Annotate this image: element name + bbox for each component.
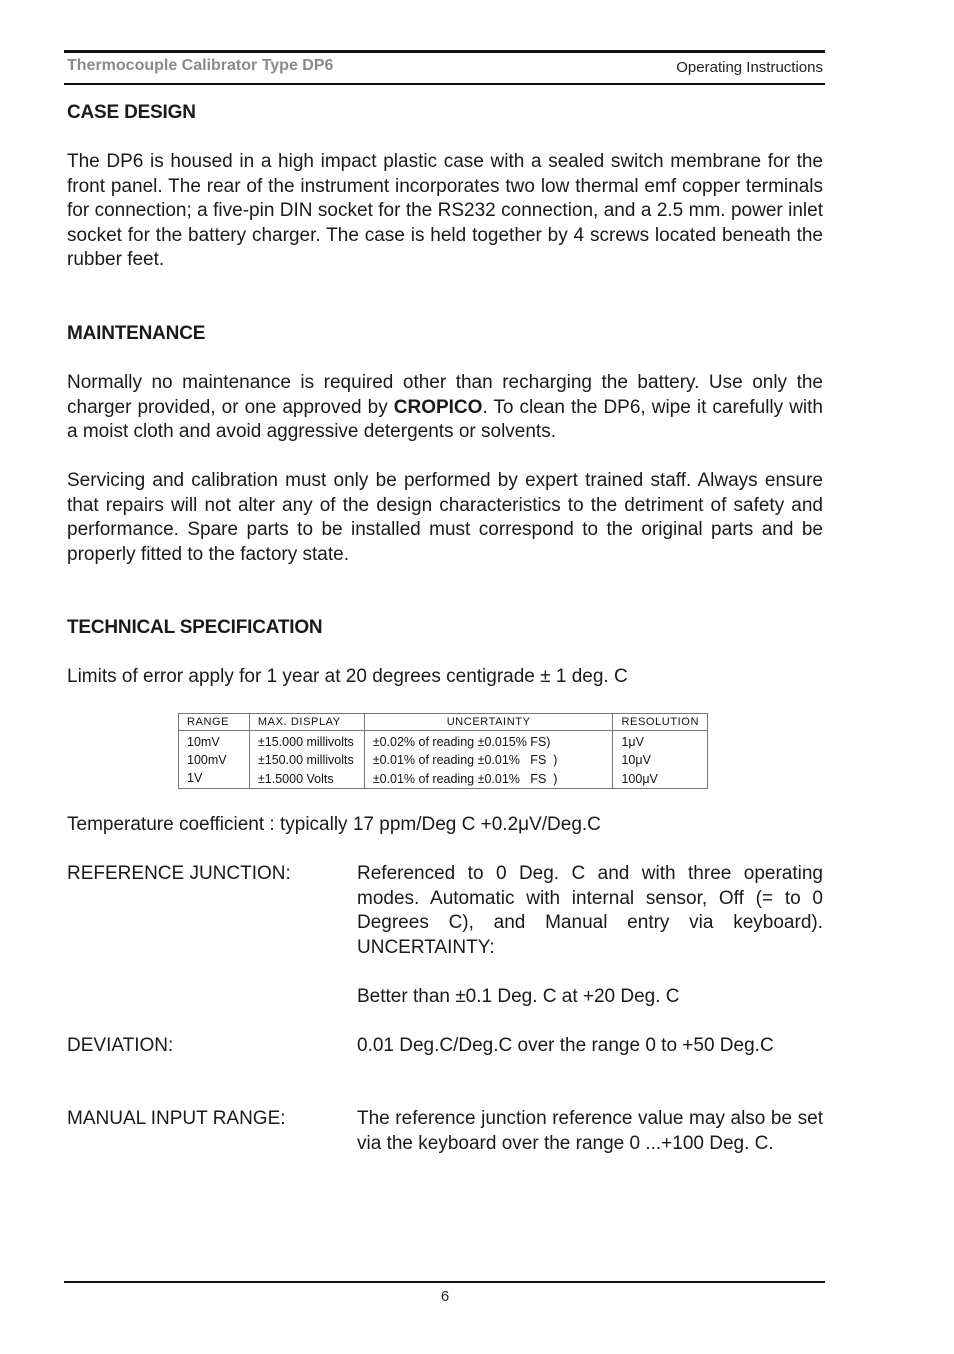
footer-rule <box>64 1281 825 1283</box>
col-header-range: RANGE <box>179 714 250 731</box>
manual-input-range-description: The reference junction reference value may also be set via the keyboard over the range 0 ...+100 Deg. C. <box>357 1108 823 1154</box>
limits-of-error-text: Limits of error apply for 1 year at 20 degrees centigrade ± 1 deg. C <box>67 666 628 687</box>
table-cell: 100mV <box>179 751 250 769</box>
document-section-label: Operating Instructions <box>676 59 823 76</box>
table-cell: ±1.5000 Volts <box>249 769 364 789</box>
header-bottom-rule <box>64 83 825 85</box>
table-cell: ±0.01% of reading ±0.01% FS ) <box>364 751 613 769</box>
document-title: Thermocouple Calibrator Type DP6 <box>67 57 334 74</box>
table-cell: ±15.000 millivolts <box>249 731 364 752</box>
maintenance-text-before: Normally no maintenance is required other than recharging the battery. Use only the charger provided, or one approved by <box>67 372 823 418</box>
table-cell: ±0.02% of reading ±0.015% FS) <box>364 731 613 752</box>
maintenance-paragraph-2: Servicing and calibration must only be performed by expert trained staff. Always ensure that repairs will not alter any of the design characteristics to the detriment of safety and performance. Spare parts to be installed must correspond to the original parts and be properly fitted to the factory state. <box>67 470 823 565</box>
table-cell: 10μV <box>613 751 708 769</box>
table-cell: ±150.00 millivolts <box>249 751 364 769</box>
maintenance-heading: MAINTENANCE <box>67 323 206 344</box>
table-cell: 100μV <box>613 769 708 789</box>
table-cell: 1μV <box>613 731 708 752</box>
brand-name: CROPICO <box>393 396 483 418</box>
deviation-label: DEVIATION: <box>67 1035 174 1056</box>
reference-junction-uncertainty: Better than ±0.1 Deg. C at +20 Deg. C <box>357 986 680 1007</box>
maintenance-text-after: . To clean the DP6, wipe it carefully with a moist cloth and avoid aggressive detergents or solvents. <box>67 396 823 443</box>
reference-junction-label: REFERENCE JUNCTION: <box>67 863 291 884</box>
maintenance-paragraph-1 <box>67 371 823 445</box>
specification-table <box>178 713 708 789</box>
col-header-uncertainty: UNCERTAINTY <box>364 714 613 731</box>
temperature-coefficient-text: Temperature coefficient : typically 17 ppm/Deg C +0.2μV/Deg.C <box>67 814 601 835</box>
table-cell: 10mV <box>179 731 250 752</box>
deviation-description: 0.01 Deg.C/Deg.C over the range 0 to +50 Deg.C <box>357 1035 774 1056</box>
table-cell: 1V <box>179 769 250 789</box>
table-row <box>179 751 708 769</box>
tech-spec-heading: TECHNICAL SPECIFICATION <box>67 617 323 638</box>
table-row <box>179 769 708 789</box>
case-design-heading: CASE DESIGN <box>67 102 196 123</box>
reference-junction-description: Referenced to 0 Deg. C and with three operating modes. Automatic with internal sensor, Off (= to 0 Degrees C), and Manual entry via keyboard). UNCERTAINTY: <box>357 863 823 958</box>
manual-input-range-label: MANUAL INPUT RANGE: <box>67 1108 286 1129</box>
col-header-max-display: MAX. DISPLAY <box>249 714 364 731</box>
header-top-rule <box>64 50 825 53</box>
table-row <box>179 731 708 752</box>
col-header-resolution: RESOLUTION <box>613 714 708 731</box>
page-number: 6 <box>440 1288 450 1305</box>
table-cell: ±0.01% of reading ±0.01% FS ) <box>364 769 613 789</box>
case-design-paragraph: The DP6 is housed in a high impact plastic case with a sealed switch membrane for the front panel. The rear of the instrument incorporates two low thermal emf copper terminals for connection; a five-pin DIN socket for the RS232 connection, and a 2.5 mm. power inlet socket for the battery charger. The case is held together by 4 screws located beneath the rubber feet. <box>67 151 823 271</box>
table-header-row <box>179 714 708 731</box>
